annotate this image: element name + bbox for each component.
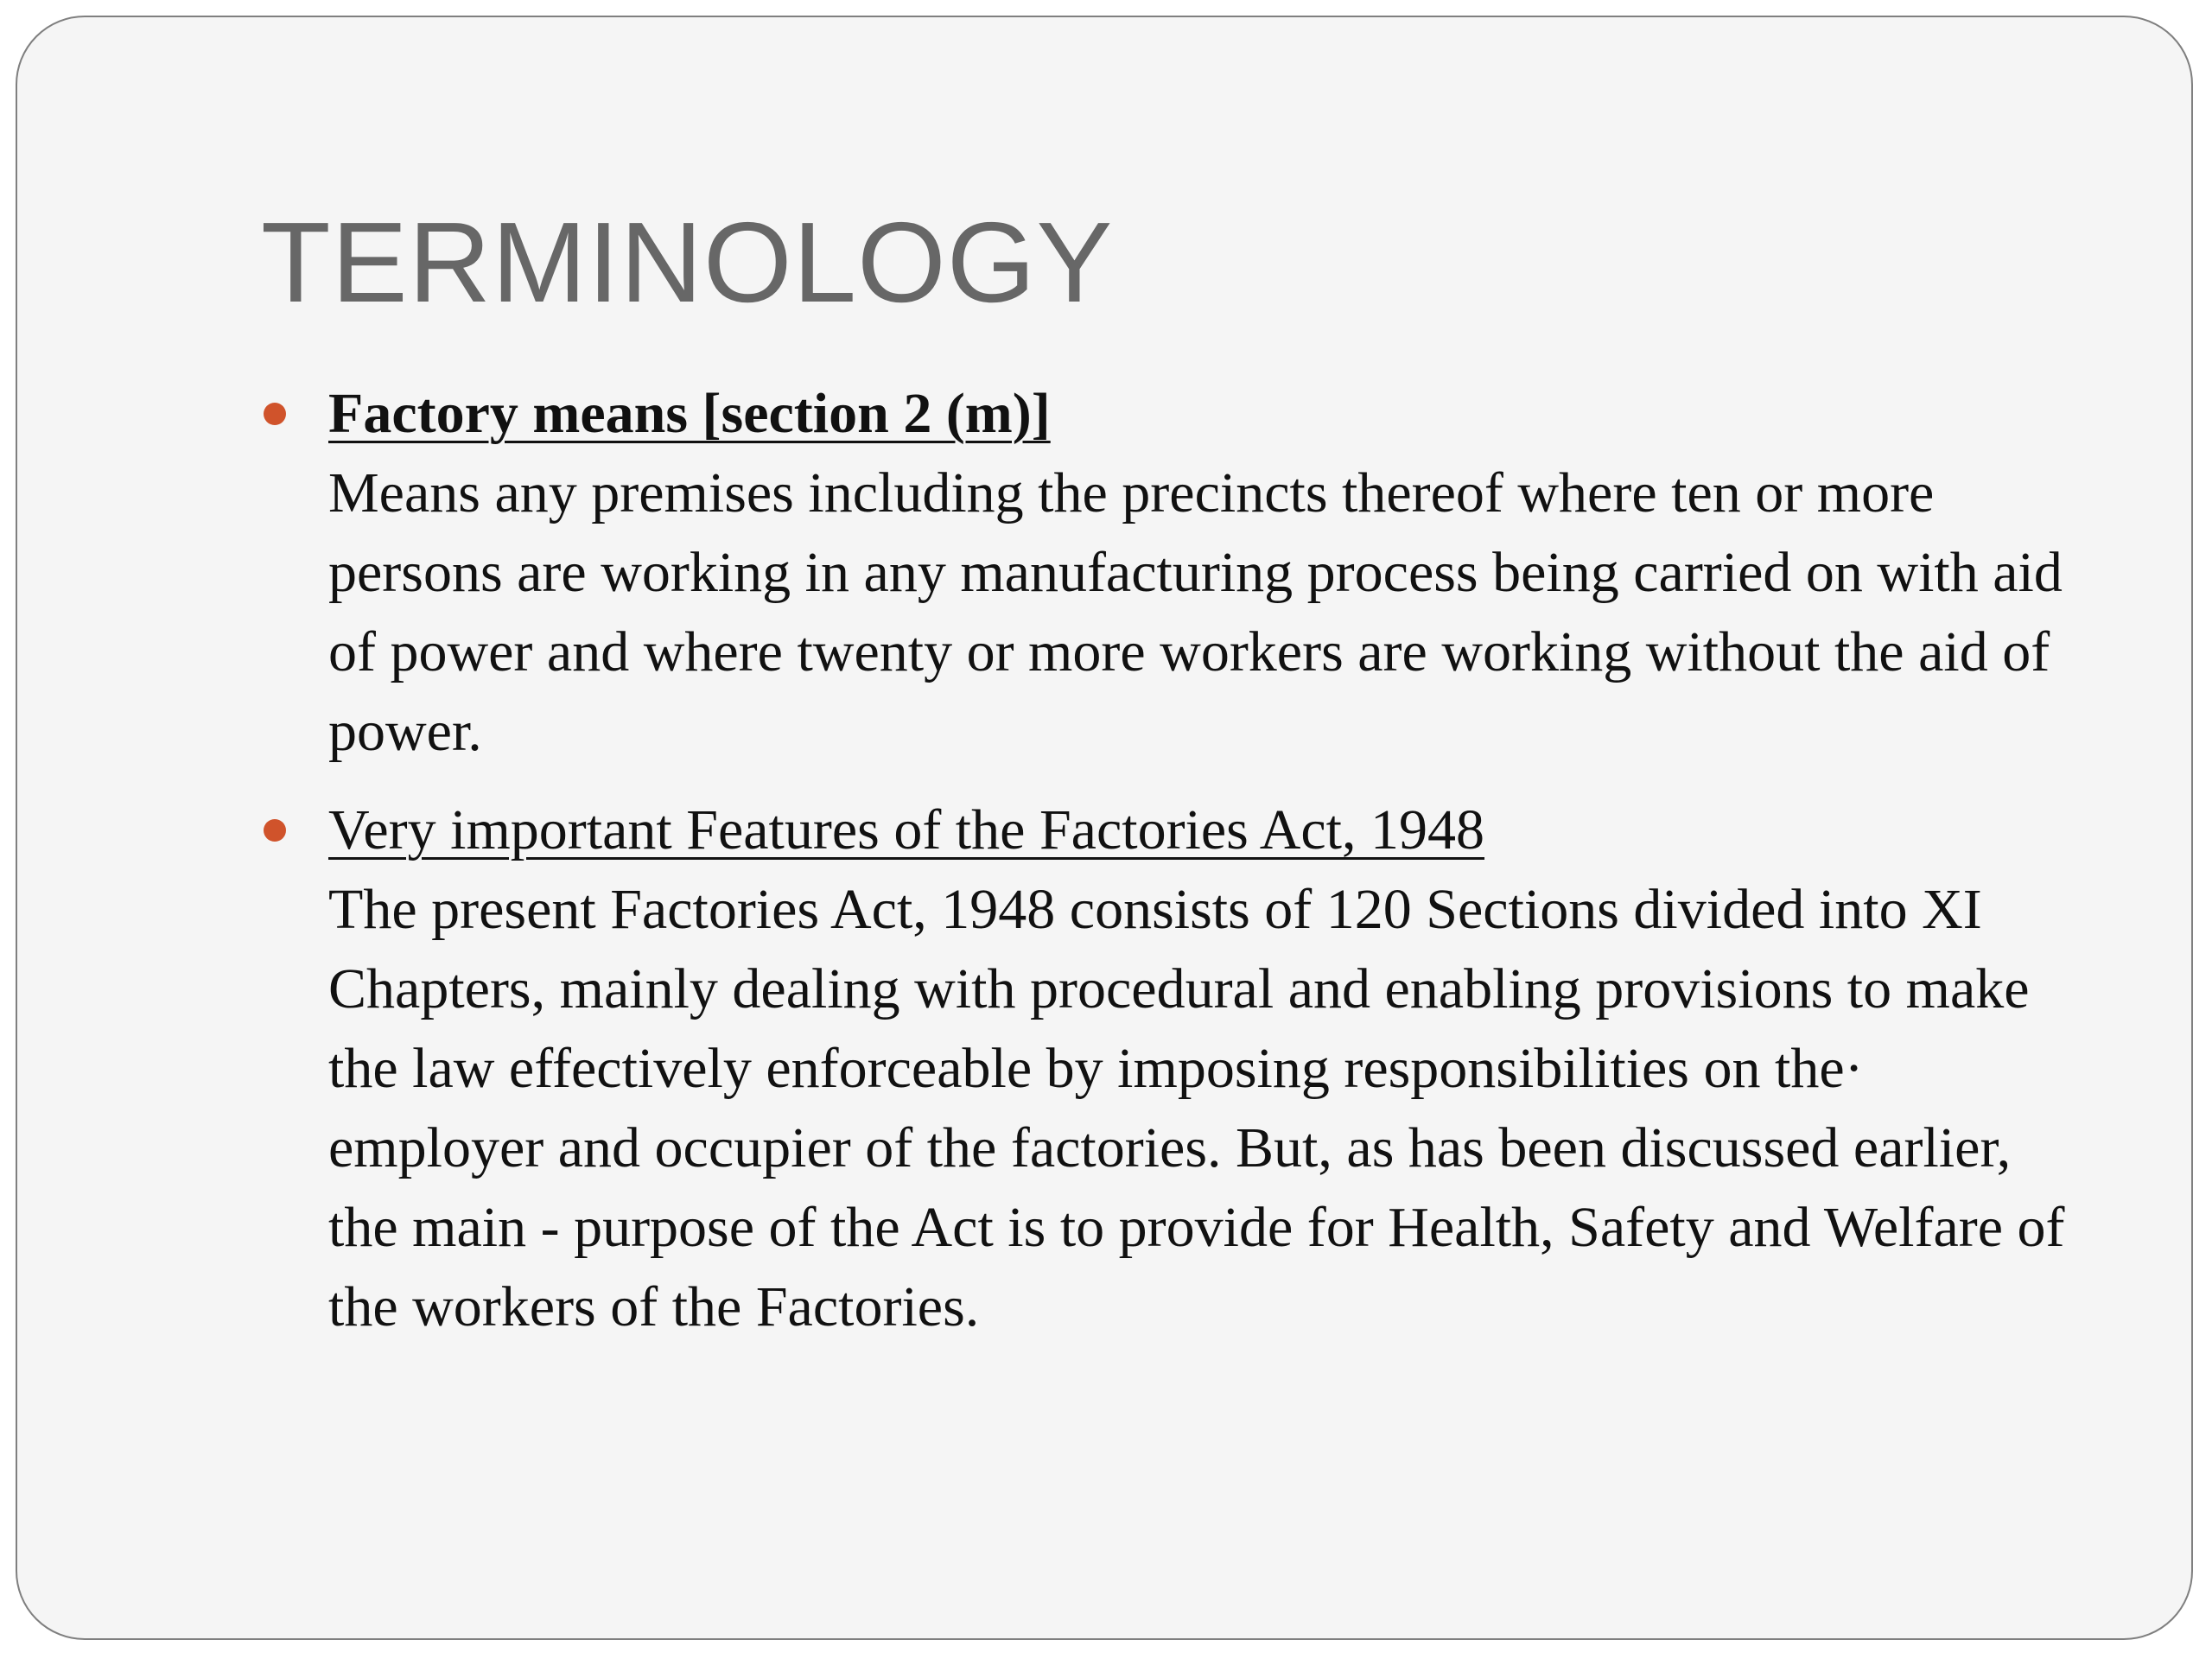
bullet-list (328, 374, 2091, 1366)
bullet-dot-icon (264, 403, 286, 425)
bullet-body: The present Factories Act, 1948 consists of 120 Sections divided into XI Chapters, mainly dealing with procedural and enabling provisions to make the law effectively enforceable by imposing responsibilities on the· employer and occupier of the factories. But, as has been discussed earlier, the main - purpose of the Act is to provide for Health, Safety and Welfare of the workers of the Factories. (328, 878, 2065, 1338)
bullet-heading: Factory means [section 2 (m)] (328, 382, 1051, 445)
bullet-item-act-features (328, 791, 2091, 1347)
bullet-body: Means any premises including the precincts thereof where ten or more persons are working in any manufacturing process being carried on with aid of power and where twenty or more workers are working without the aid of power. (328, 461, 2063, 763)
slide-title: TERMINOLOGY (261, 199, 1114, 326)
bullet-dot-icon (264, 819, 286, 842)
bullet-heading: Very important Features of the Factories Act, 1948 (328, 798, 1485, 861)
slide-frame (16, 16, 2193, 1640)
bullet-item-factory-definition (328, 374, 2091, 772)
